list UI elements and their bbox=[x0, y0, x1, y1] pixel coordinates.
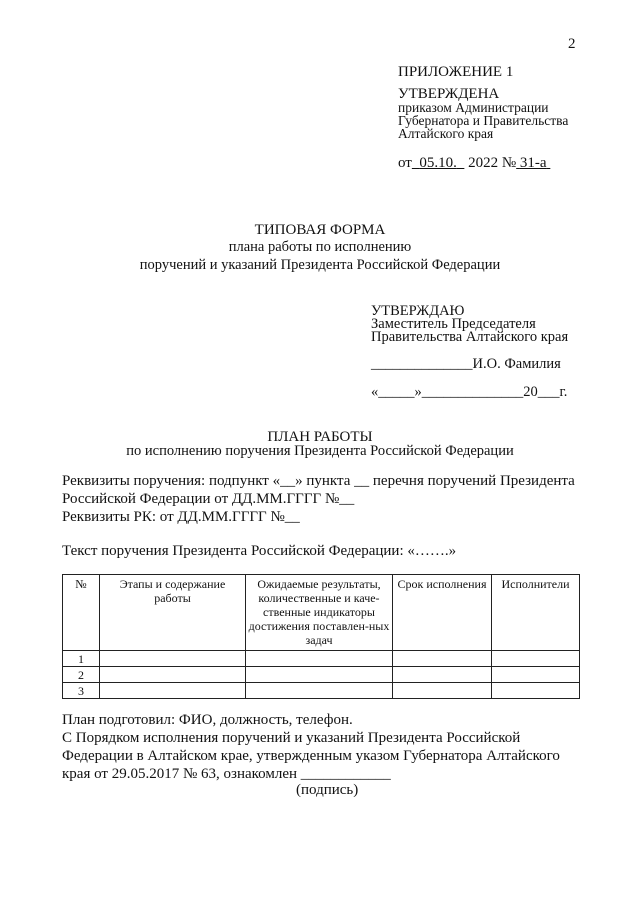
footer-signature-caption: (подпись) bbox=[296, 782, 359, 798]
table-row bbox=[63, 667, 580, 683]
approval-signature-name: И.О. Фамилия bbox=[472, 356, 561, 372]
appendix-approval-block bbox=[398, 88, 568, 140]
approval-block bbox=[371, 305, 568, 344]
footer-acquainted: С Порядком исполнения поручений и указаний Президента Российской Федерации в Алтайском крае, утвержденным указом Губернатора Алтайского края от 29.05.2017 № 63, ознакомлен ____________ bbox=[62, 730, 560, 782]
approval-signature bbox=[371, 356, 561, 373]
appendix-line-1: приказом Администрации bbox=[398, 100, 549, 115]
appendix-line-3: Алтайского края bbox=[398, 126, 494, 141]
header-number: № bbox=[63, 575, 100, 651]
order-reference bbox=[398, 155, 550, 172]
row-number: 1 bbox=[63, 651, 100, 667]
plan-title: ПЛАН РАБОТЫ bbox=[267, 429, 373, 445]
row-number: 3 bbox=[63, 683, 100, 699]
table-cell bbox=[492, 667, 580, 683]
table-cell bbox=[246, 667, 393, 683]
appendix-line-2: Губернатора и Правительства bbox=[398, 113, 569, 128]
table-row bbox=[63, 683, 580, 699]
page-number: 2 bbox=[568, 36, 576, 52]
approval-date-line: «_____»______________20___г. bbox=[371, 384, 568, 400]
approval-line-1: Заместитель Председателя bbox=[371, 316, 536, 332]
approval-line-2: Правительства Алтайского края bbox=[371, 329, 569, 345]
plan-requisites-rk: Реквизиты РК: от ДД.ММ.ГГГГ №__ bbox=[62, 509, 300, 525]
table-cell bbox=[246, 651, 393, 667]
table-row bbox=[63, 651, 580, 667]
table-cell bbox=[393, 651, 492, 667]
order-date: 05.10. bbox=[419, 155, 457, 171]
form-subtitle-2: поручений и указаний Президента Российской Федерации bbox=[139, 257, 501, 273]
order-number: 31-а bbox=[519, 155, 547, 171]
table-cell bbox=[492, 651, 580, 667]
plan-requisites: Реквизиты поручения: подпункт «__» пункта __ перечня поручений Президента Российской Федерации от ДД.ММ.ГГГГ №__ bbox=[62, 473, 575, 507]
table-cell bbox=[100, 667, 246, 683]
order-prefix: от bbox=[398, 155, 412, 171]
approval-title: УТВЕРЖДАЮ bbox=[371, 303, 465, 319]
table-cell bbox=[492, 683, 580, 699]
table-cell bbox=[393, 667, 492, 683]
header-executors: Исполнители bbox=[492, 575, 580, 651]
form-subtitle-1: плана работы по исполнению bbox=[228, 239, 412, 255]
plan-subtitle: по исполнению поручения Президента Российской Федерации bbox=[126, 443, 514, 459]
row-number: 2 bbox=[63, 667, 100, 683]
header-results: Ожидаемые результаты, количественные и каче-ственные индикаторы достижения поставлен-ных задач bbox=[246, 575, 393, 651]
table-cell bbox=[393, 683, 492, 699]
order-year: 2022 № bbox=[468, 155, 517, 171]
table-cell bbox=[100, 651, 246, 667]
plan-table bbox=[62, 574, 580, 699]
header-deadline: Срок исполнения bbox=[393, 575, 492, 651]
table-cell bbox=[100, 683, 246, 699]
table-cell bbox=[246, 683, 393, 699]
approval-signature-blank: ______________ bbox=[371, 356, 473, 372]
footer-prepared: План подготовил: ФИО, должность, телефон. bbox=[62, 712, 353, 728]
header-stages: Этапы и содержание работы bbox=[100, 575, 246, 651]
appendix-approved-label: УТВЕРЖДЕНА bbox=[398, 86, 500, 102]
plan-text: Текст поручения Президента Российской Федерации: «…….» bbox=[62, 543, 457, 559]
form-title: ТИПОВАЯ ФОРМА bbox=[254, 222, 386, 238]
footer-block bbox=[62, 711, 582, 783]
plan-table-header-row bbox=[63, 575, 580, 651]
appendix-title: ПРИЛОЖЕНИЕ 1 bbox=[398, 64, 514, 80]
